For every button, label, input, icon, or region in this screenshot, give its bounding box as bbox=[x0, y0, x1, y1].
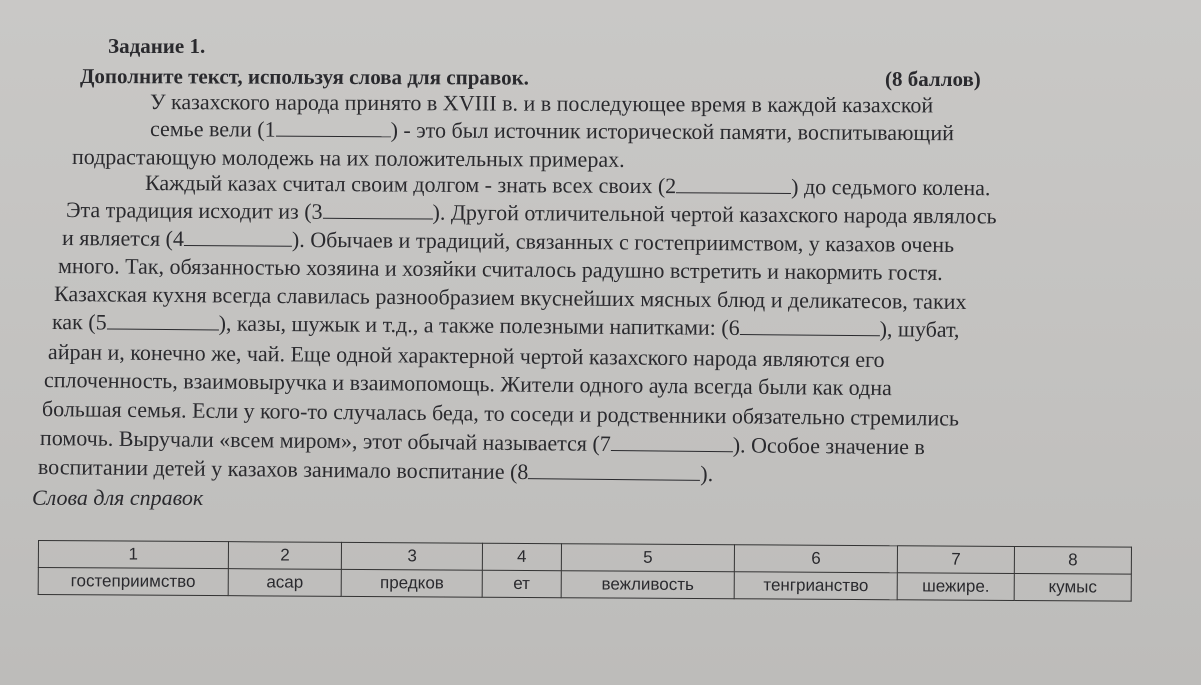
text-l13a: помочь. Выручали «всем миром», этот обычай называется (7 bbox=[39, 425, 611, 456]
text-l4a: Каждый казах считал своим долгом - знать всех своих (2 bbox=[144, 170, 677, 199]
text-l2a: семье вели (1 bbox=[149, 116, 276, 142]
text-line-8: Казахская кухня всегда славилась разнообразием вкуснейших мясных блюд и деликатесов, таких bbox=[53, 281, 967, 314]
text-l6a: и является (4 bbox=[61, 225, 185, 251]
text-l5a: Эта традиция исходит из (3 bbox=[65, 197, 323, 224]
table-cell-number: 5 bbox=[561, 544, 734, 572]
text-line-11: сплоченность, взаимовыручка и взаимопомощь. Жители одного аула всегда были как одна bbox=[43, 367, 892, 401]
table-cell-number: 2 bbox=[228, 542, 342, 570]
table-cell-word: асар bbox=[228, 569, 342, 597]
text-line-14 bbox=[38, 454, 713, 487]
text-l2b: ) - это был источник исторической памяти, воспитывающий bbox=[390, 117, 955, 146]
text-line-9 bbox=[52, 309, 960, 343]
table-cell-number: 8 bbox=[1014, 546, 1131, 574]
task-points: (8 баллов) bbox=[885, 67, 981, 91]
text-line-1 bbox=[150, 89, 933, 118]
table-cell-number: 6 bbox=[734, 545, 897, 573]
text-line-2 bbox=[150, 116, 954, 146]
blank-3[interactable] bbox=[323, 200, 433, 220]
text-line-3: подрастающую молодежь на их положительных примерах. bbox=[71, 144, 625, 172]
text-l13b: ). Особое значение в bbox=[732, 432, 926, 460]
text-line-4 bbox=[145, 170, 991, 201]
blank-4[interactable] bbox=[184, 227, 292, 247]
table-row-words bbox=[38, 568, 1131, 602]
blank-2[interactable] bbox=[676, 174, 791, 194]
table-cell-word: предков bbox=[342, 569, 483, 597]
table-cell-word: шежире. bbox=[897, 573, 1014, 601]
text-line-7: много. Так, обязанностью хозяина и хозяйки считалось радушно встретить и накормить гостя. bbox=[57, 253, 943, 285]
text-l14a: воспитании детей у казахов занимало воспитание (8 bbox=[37, 454, 529, 485]
table-cell-number: 3 bbox=[342, 542, 483, 570]
answer-table bbox=[38, 540, 1132, 602]
task-instruction: Дополните текст, используя слова для справок. bbox=[79, 64, 530, 90]
text-l9a: как (5 bbox=[51, 309, 107, 335]
table-cell-word: вежливость bbox=[561, 571, 734, 599]
blank-1[interactable] bbox=[276, 118, 391, 138]
table-cell-number: 1 bbox=[38, 541, 228, 569]
text-l5b: ). Другой отличительной чертой казахского народа являлось bbox=[432, 199, 997, 229]
text-line-10: айран и, конечно же, чай. Еще одной характерной чертой казахского народа являются его bbox=[47, 339, 885, 373]
text-line-5 bbox=[66, 197, 997, 229]
text-l6b: ). Обычаев и традиций, связанных с гостеприимством, у казахов очень bbox=[291, 226, 955, 258]
text-line-6 bbox=[62, 225, 954, 258]
blank-5[interactable] bbox=[107, 310, 219, 330]
text-l9b: ), казы, шужык и т.д., а также полезными напитками: (6 bbox=[218, 310, 740, 341]
table-cell-word: ет bbox=[482, 570, 561, 597]
text-l4b: ) до седьмого колена. bbox=[791, 173, 991, 201]
text-l1: У казахского народа принято в XVIII в. и в последующее время в каждой казахской bbox=[149, 89, 934, 118]
text-l9c: ), шубат, bbox=[879, 316, 960, 342]
text-l14b: ). bbox=[700, 460, 714, 487]
table-cell-word: тенгрианство bbox=[734, 572, 897, 600]
blank-8[interactable] bbox=[528, 460, 700, 481]
table-cell-word: кумыс bbox=[1014, 573, 1131, 601]
task-title: Задание 1. bbox=[108, 34, 206, 58]
text-line-12: большая семья. Если у кого-то случалась беда, то соседи и родственники обязательно стремились bbox=[41, 396, 960, 431]
reference-label: Слова для справок bbox=[32, 485, 204, 510]
blank-7[interactable] bbox=[611, 432, 733, 452]
table-cell-number: 4 bbox=[482, 543, 561, 570]
blank-6[interactable] bbox=[740, 316, 880, 336]
table-cell-word: гостеприимство bbox=[38, 568, 228, 596]
table-cell-number: 7 bbox=[897, 546, 1014, 574]
